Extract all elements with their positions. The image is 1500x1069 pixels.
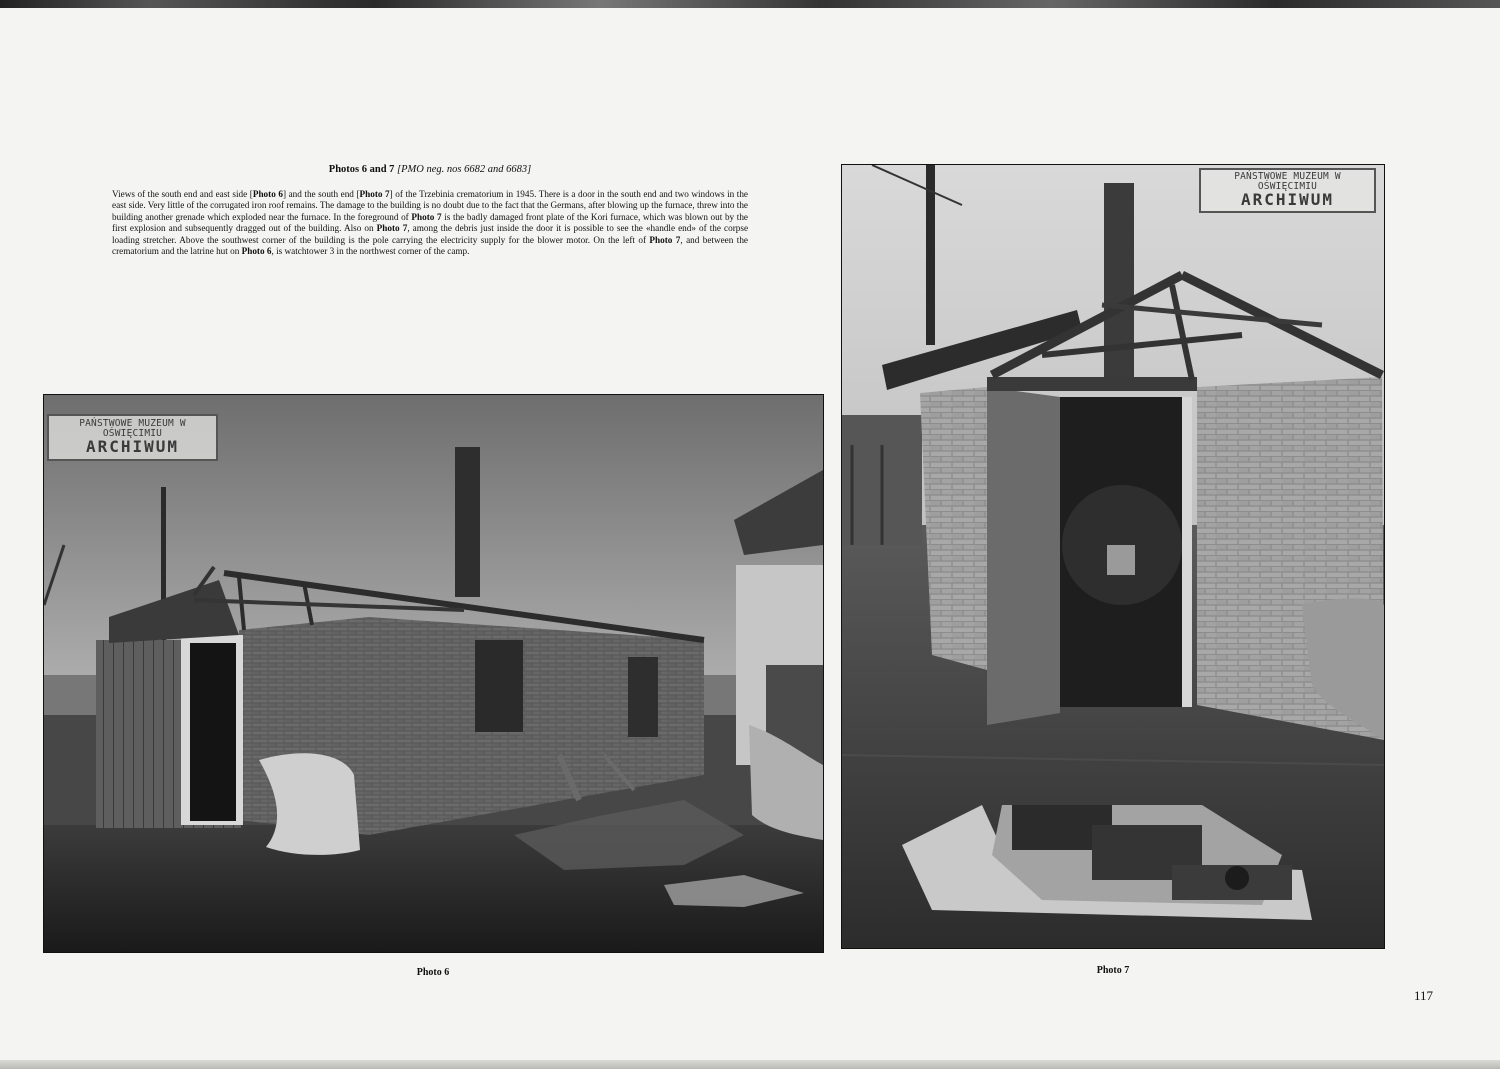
- caption-text: , among the debris just inside the door it is possible to see the «handle end» of the corpse loading stretcher. Above the southwest corner of the building is the pole carrying the electricity supply for the blower motor. On the left of: [112, 223, 749, 245]
- caption-text: ] and the south end [: [282, 189, 360, 199]
- photo-7-image: [842, 165, 1384, 948]
- photo-7: [841, 164, 1385, 949]
- archive-stamp: [1199, 168, 1376, 213]
- caption-text: , and between the crematorium and the latrine hut on: [112, 234, 748, 257]
- photo-6: [43, 394, 824, 953]
- caption-text: ] of the Trzebinia crematorium in 1945. There is a door in the south end and two windows in the east side. Very little of the corrugated iron roof remains. The damage to the building is no doubt due to the fact that the Germans, after blowing up the furnace, threw into the building another grenade which exploded near the furnace. In the foreground of: [112, 189, 749, 222]
- caption-title-bold: Photos 6 and 7: [328, 164, 395, 175]
- archive-stamp-line1: PAŃSTWOWE MUZEUM W OŚWIĘCIMIU: [1234, 171, 1341, 192]
- caption-paragraph: [112, 189, 748, 257]
- photo-reference: Photo 6: [252, 189, 283, 199]
- photo-6-image: [44, 395, 823, 952]
- photo-reference: Photo 6: [241, 246, 272, 257]
- caption-title: [112, 164, 748, 175]
- photo-reference: Photo 7: [649, 234, 681, 245]
- photo-6-label: Photo 6: [416, 967, 450, 978]
- caption-text: Views of the south end and east side [: [112, 189, 253, 199]
- archive-stamp-line1: PAŃSTWOWE MUZEUM W OŚWIĘCIMIU: [79, 418, 186, 439]
- caption-block: [112, 164, 748, 257]
- page-number: 117: [1414, 988, 1434, 1003]
- caption-text: is the badly damaged front plate of the Kori furnace, which was blown out by the first explosion and subsequently dragged out of the building. Also on: [112, 211, 749, 234]
- photo-reference: Photo 7: [411, 211, 442, 222]
- photo-7-label: Photo 7: [1096, 965, 1130, 976]
- archive-stamp-line2: ARCHIWUM: [85, 436, 180, 456]
- photo-reference: Photo 7: [376, 223, 408, 234]
- scan-bottom-edge: [0, 1060, 1500, 1069]
- caption-title-italic: [PMO neg. nos 6682 and 6683]: [397, 164, 532, 175]
- photo-reference: Photo 7: [359, 189, 390, 199]
- archive-stamp: [47, 414, 218, 461]
- scan-top-edge: [0, 0, 1500, 8]
- caption-text: , is watchtower 3 in the northwest corner of the camp.: [271, 246, 470, 257]
- archive-stamp-line2: ARCHIWUM: [1240, 189, 1335, 209]
